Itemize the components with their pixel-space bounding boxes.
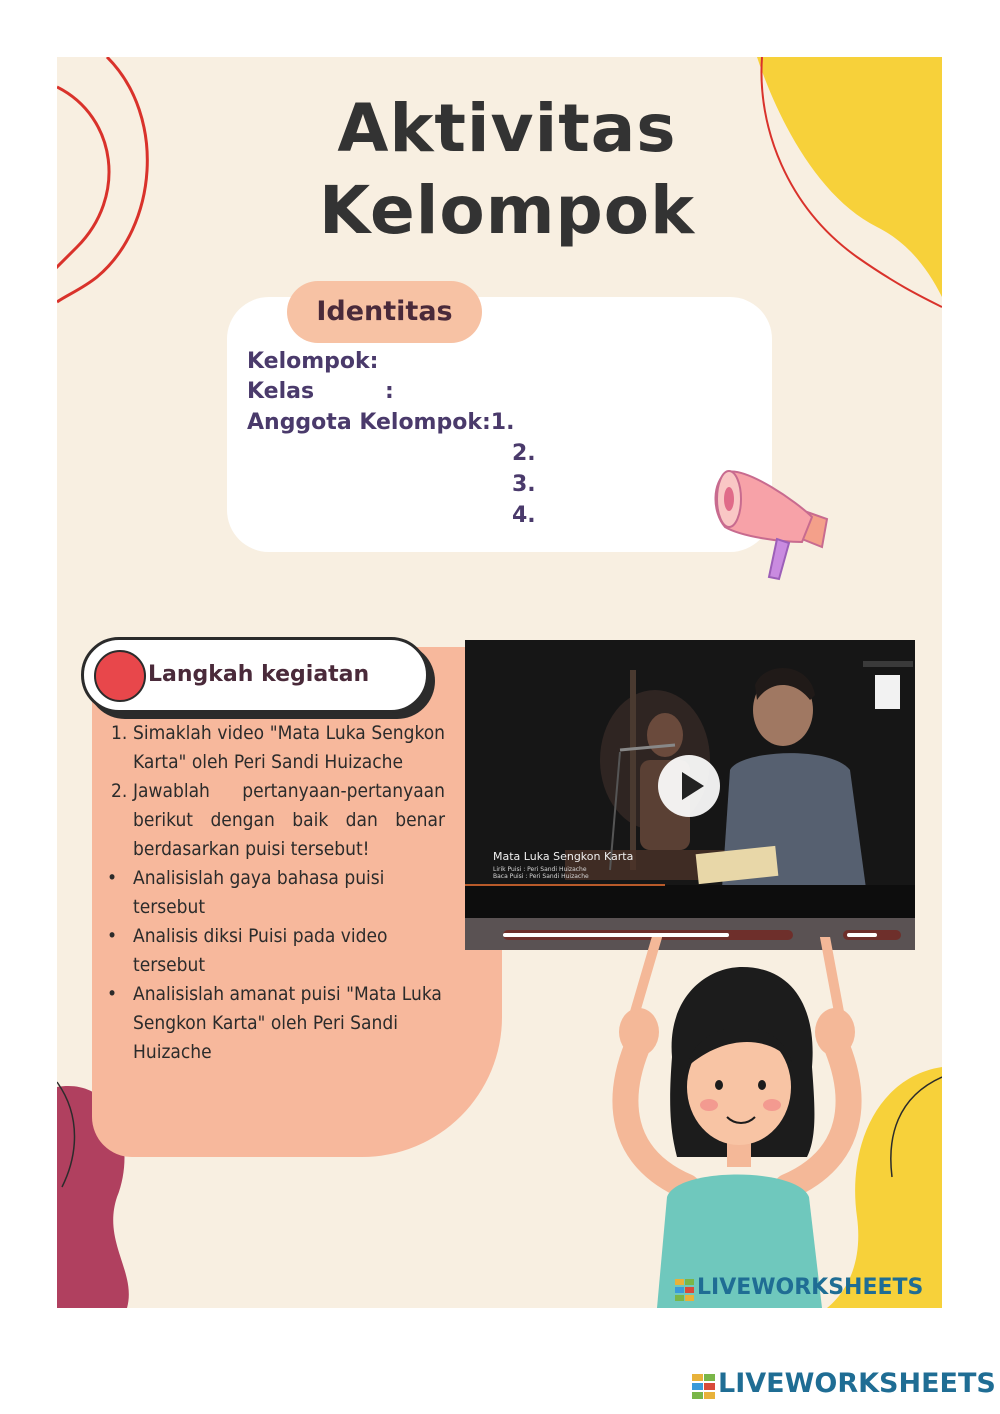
step-text: Simaklah video "Mata Luka Sengkon Karta" oleh Peri Sandi Huizache [133,722,445,773]
identity-label: Identitas [287,281,482,343]
bullet-dot: • [107,925,118,947]
anggota-label: Anggota Kelompok:1. [247,410,515,435]
bullet-dot: • [107,867,118,889]
kelas-label: Kelas [247,379,315,404]
worksheet-page [57,57,942,1308]
page-title-line1: Aktivitas [337,90,677,167]
steps-title: Langkah kegiatan [148,662,370,687]
bullet-text: Analisislah amanat puisi "Mata Luka Sengkon Karta" oleh Peri Sandi Huizache [133,983,442,1063]
step-number: 1. [111,722,128,744]
step-text: Jawablah pertanyaan-pertanyaan berikut dengan baik dan benar berdasarkan puisi tersebut! [133,780,445,860]
bullet-item [107,980,445,1067]
bullet-item [107,922,445,980]
video-credit-lyrics: Lirik Puisi : Peri Sandi Huizache [493,866,587,873]
bullet-text: Analisislah gaya bahasa puisi tersebut [133,867,385,918]
video-player[interactable] [465,640,915,950]
bullet-item [107,864,445,922]
video-caption: Mata Luka Sengkon Karta [493,850,634,863]
play-icon [658,755,720,817]
member-number-4: 4. [512,503,536,528]
watermark-inner: LIVEWORKSHEETS [697,1275,924,1300]
watermark-outer[interactable]: LIVEWORKSHEETS [718,1368,996,1399]
member-number-2: 2. [512,441,536,466]
library-logo-icon [875,675,900,709]
red-dot-icon [94,650,146,702]
step-item [111,719,445,777]
play-button[interactable] [658,755,720,817]
step-number: 2. [111,780,128,802]
liveworksheets-logo-icon [675,1279,695,1301]
steps-header [81,637,429,713]
girl-illustration [577,937,877,1308]
liveworksheets-logo-outer-icon [692,1374,716,1400]
channel-label [863,661,913,667]
step-item [111,777,445,864]
megaphone-icon [707,457,837,587]
red-arc-left [57,87,109,272]
video-credit-reader: Baca Puisi : Peri Sandi Huizache [493,873,589,880]
yellow-blob-top [757,57,942,297]
kelas-colon: : [385,379,394,404]
steps-body [107,719,445,1067]
kelompok-label: Kelompok: [247,349,379,374]
bullet-dot: • [107,983,118,1005]
member-number-3: 3. [512,472,536,497]
bullet-text: Analisis diksi Puisi pada video tersebut [133,925,388,976]
page-title-line2: Kelompok [319,172,695,249]
